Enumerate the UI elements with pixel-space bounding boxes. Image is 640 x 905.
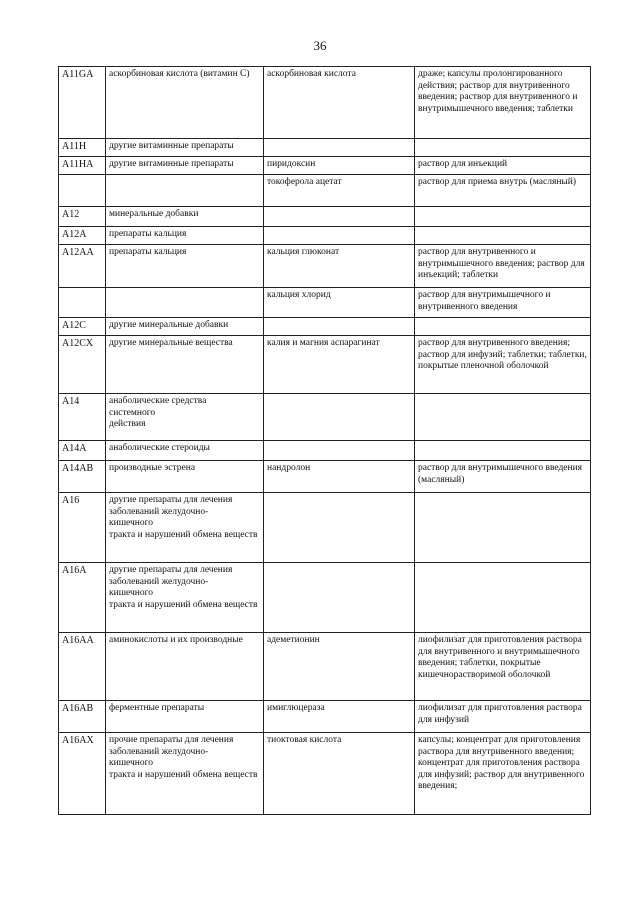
group-name: ферментные препараты — [106, 701, 264, 733]
group-name: производные эстрена — [106, 461, 264, 493]
atc-code: A12AA — [59, 245, 106, 288]
drug-name — [264, 318, 415, 336]
group-name: минеральные добавки — [106, 207, 264, 227]
drug-name: кальция хлорид — [264, 288, 415, 318]
table-row — [59, 227, 591, 245]
group-name: прочие препараты для лечения заболеваний желудочно- кишечного тракта и нарушений обмена веществ — [106, 733, 264, 815]
atc-code: A14 — [59, 394, 106, 441]
group-name: другие препараты для лечения заболеваний желудочно- кишечного тракта и нарушений обмена веществ — [106, 563, 264, 633]
group-name: другие витаминные препараты — [106, 139, 264, 157]
group-name: другие минеральные добавки — [106, 318, 264, 336]
group-name: анаболические средства системного действия — [106, 394, 264, 441]
dosage-form — [415, 394, 591, 441]
dosage-form — [415, 441, 591, 461]
table-body — [59, 67, 591, 815]
group-name — [106, 288, 264, 318]
dosage-form — [415, 207, 591, 227]
atc-code: A14AB — [59, 461, 106, 493]
dosage-form — [415, 139, 591, 157]
drug-name — [264, 563, 415, 633]
drug-name — [264, 227, 415, 245]
group-name: другие препараты для лечения заболеваний желудочно- кишечного тракта и нарушений обмена веществ — [106, 493, 264, 563]
drug-name: нандролон — [264, 461, 415, 493]
drug-name: токоферола ацетат — [264, 175, 415, 207]
table-row — [59, 157, 591, 175]
table-row — [59, 207, 591, 227]
table-row — [59, 245, 591, 288]
table-row — [59, 563, 591, 633]
table-row — [59, 441, 591, 461]
drug-name: аскорбиновая кислота — [264, 67, 415, 139]
atc-code: A12A — [59, 227, 106, 245]
group-name: анаболические стероиды — [106, 441, 264, 461]
dosage-form — [415, 318, 591, 336]
drug-name: имиглюцераза — [264, 701, 415, 733]
dosage-form: раствор для внутривенного и внутримышечного введения; раствор для инъекций; таблетки — [415, 245, 591, 288]
group-name: другие минеральные вещества — [106, 336, 264, 394]
dosage-form — [415, 227, 591, 245]
group-name: аминокислоты и их производные — [106, 633, 264, 701]
atc-code: A11HA — [59, 157, 106, 175]
drug-name: кальция глюконат — [264, 245, 415, 288]
drug-classification-table — [58, 66, 591, 815]
dosage-form: лиофилизат для приготовления раствора для внутривенного и внутримышечного введения; таблетки, покрытые кишечнорастворимой оболочкой — [415, 633, 591, 701]
table-row — [59, 175, 591, 207]
atc-code: A16 — [59, 493, 106, 563]
atc-code: A12 — [59, 207, 106, 227]
group-name: аскорбиновая кислота (витамин С) — [106, 67, 264, 139]
atc-code: A12CX — [59, 336, 106, 394]
table-row — [59, 67, 591, 139]
atc-code: A16AX — [59, 733, 106, 815]
dosage-form — [415, 493, 591, 563]
dosage-form: раствор для внутримышечного введения (масляный) — [415, 461, 591, 493]
table-row — [59, 394, 591, 441]
table-row — [59, 461, 591, 493]
table-row — [59, 733, 591, 815]
drug-name: пиридоксин — [264, 157, 415, 175]
group-name: другие витаминные препараты — [106, 157, 264, 175]
table-row — [59, 139, 591, 157]
atc-code: A14A — [59, 441, 106, 461]
dosage-form: раствор для внутримышечного и внутривенного введения — [415, 288, 591, 318]
page-number: 36 — [313, 38, 327, 53]
dosage-form: драже; капсулы пролонгированного действия; раствор для внутривенного введения; раствор для внутривенного и внутримышечного введения; таблетки — [415, 67, 591, 139]
dosage-form: лиофилизат для приготовления раствора для инфузий — [415, 701, 591, 733]
group-name: препараты кальция — [106, 227, 264, 245]
table-row — [59, 336, 591, 394]
table-row — [59, 318, 591, 336]
atc-code: A16AB — [59, 701, 106, 733]
drug-name — [264, 207, 415, 227]
dosage-form: раствор для приема внутрь (масляный) — [415, 175, 591, 207]
group-name: препараты кальция — [106, 245, 264, 288]
atc-code: A11H — [59, 139, 106, 157]
table-row — [59, 633, 591, 701]
table-row — [59, 288, 591, 318]
atc-code: A16A — [59, 563, 106, 633]
atc-code — [59, 288, 106, 318]
drug-name — [264, 394, 415, 441]
table-row — [59, 493, 591, 563]
drug-name — [264, 493, 415, 563]
dosage-form — [415, 563, 591, 633]
dosage-form: капсулы; концентрат для приготовления раствора для внутривенного введения; концентрат для приготовления раствора для инфузий; раствор для внутривенного введения; — [415, 733, 591, 815]
dosage-form: раствор для внутривенного введения; раствор для инфузий; таблетки; таблетки, покрытые пленочной оболочкой — [415, 336, 591, 394]
drug-name: тиоктовая кислота — [264, 733, 415, 815]
drug-name: адеметионин — [264, 633, 415, 701]
atc-code: A12C — [59, 318, 106, 336]
atc-code — [59, 175, 106, 207]
atc-code: A11GA — [59, 67, 106, 139]
atc-code: A16AA — [59, 633, 106, 701]
dosage-form: раствор для инъекций — [415, 157, 591, 175]
drug-name: калия и магния аспарагинат — [264, 336, 415, 394]
drug-name — [264, 441, 415, 461]
group-name — [106, 175, 264, 207]
table-row — [59, 701, 591, 733]
drug-name — [264, 139, 415, 157]
